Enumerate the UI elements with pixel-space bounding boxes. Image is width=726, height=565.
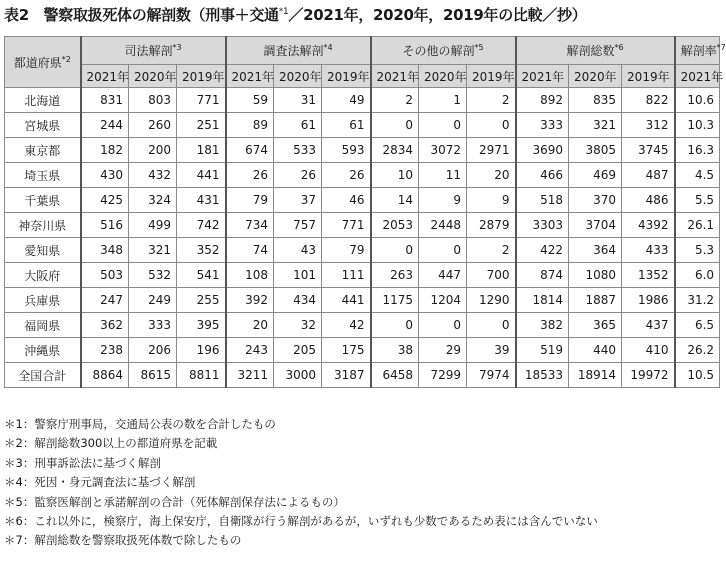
value-cell: 8864 [81,363,129,388]
value-cell: 74 [226,238,274,263]
value-cell: 19972 [622,363,675,388]
value-cell: 433 [622,238,675,263]
value-cell: 541 [177,263,226,288]
value-cell: 9 [419,188,467,213]
header-year: 2020年 [274,65,322,88]
footnote-line: ＊4：死因・身元調査法に基づく解剖 [4,475,196,490]
value-cell: 200 [129,138,177,163]
value-cell: 6.0 [675,263,720,288]
value-cell: 2834 [371,138,419,163]
value-cell: 333 [129,313,177,338]
value-cell: 263 [371,263,419,288]
value-cell: 43 [274,238,322,263]
value-cell: 533 [274,138,322,163]
footnote-line: ＊1：警察庁刑事局，交通局公表の数を合計したもの [4,417,276,431]
header-year: 2019年 [322,65,371,88]
header-autopsy-rate: 解剖率$^{*7}$ [675,37,720,65]
value-cell: 831 [81,88,129,113]
value-cell: 352 [177,238,226,263]
value-cell: 61 [274,113,322,138]
value-cell: 10.5 [675,363,720,388]
table-row [5,238,720,263]
value-cell: 4392 [622,213,675,238]
value-cell: 487 [622,163,675,188]
value-cell: 0 [371,113,419,138]
value-cell: 822 [622,88,675,113]
table-row [5,363,720,388]
value-cell: 5.3 [675,238,720,263]
value-cell: 181 [177,138,226,163]
value-cell: 503 [81,263,129,288]
table-row [5,288,720,313]
value-cell: 3805 [569,138,622,163]
header-year: 2021年 [371,65,419,88]
value-cell: 382 [516,313,569,338]
prefecture-cell: 東京都 [5,138,81,163]
value-cell: 441 [322,288,371,313]
value-cell: 2879 [467,213,516,238]
value-cell: 32 [274,313,322,338]
prefecture-cell: 愛知県 [5,238,81,263]
prefecture-cell: 千葉県 [5,188,81,213]
value-cell: 486 [622,188,675,213]
value-cell: 26 [322,163,371,188]
header-total-autopsy: 解剖総数$^{*6}$ [516,37,675,65]
value-cell: 2053 [371,213,419,238]
value-cell: 803 [129,88,177,113]
value-cell: 734 [226,213,274,238]
value-cell: 46 [322,188,371,213]
value-cell: 6458 [371,363,419,388]
footnote-line: ＊7：解剖総数を警察取扱死体数で除したもの [4,533,242,548]
header-year: 2021年 [81,65,129,88]
prefecture-cell: 神奈川県 [5,213,81,238]
value-cell: 243 [226,338,274,363]
value-cell: 89 [226,113,274,138]
value-cell: 9 [467,188,516,213]
value-cell: 425 [81,188,129,213]
table-body [5,88,720,388]
value-cell: 3745 [622,138,675,163]
value-cell: 0 [419,238,467,263]
table-title [4,4,586,25]
header-year: 2019年 [177,65,226,88]
value-cell: 321 [569,113,622,138]
footnote-line: ＊3：刑事訴訟法に基づく解剖 [4,455,161,470]
value-cell: 1352 [622,263,675,288]
prefecture-cell: 沖縄県 [5,338,81,363]
value-cell: 321 [129,238,177,263]
prefecture-cell: 宮城県 [5,113,81,138]
value-cell: 249 [129,288,177,313]
value-cell: 111 [322,263,371,288]
value-cell: 108 [226,263,274,288]
value-cell: 0 [467,113,516,138]
prefecture-cell: 全国合計 [5,363,81,388]
value-cell: 432 [129,163,177,188]
value-cell: 39 [467,338,516,363]
header-year: 2021年 [226,65,274,88]
value-cell: 4.5 [675,163,720,188]
value-cell: 29 [419,338,467,363]
table-row [5,88,720,113]
value-cell: 16.3 [675,138,720,163]
value-cell: 3072 [419,138,467,163]
footnote-line: ＊5：監察医解剖と承諾解剖の合計（死体解剖保存法によるもの） [4,494,345,509]
value-cell: 260 [129,113,177,138]
autopsy-table [4,36,726,388]
value-cell: 6.5 [675,313,720,338]
value-cell: 2 [467,238,516,263]
title-text: 表2 警察取扱死体の解剖数（刑事＋交通 [4,6,279,24]
value-cell: 440 [569,338,622,363]
value-cell: 499 [129,213,177,238]
value-cell: 348 [81,238,129,263]
value-cell: 1814 [516,288,569,313]
header-year: 2020年 [129,65,177,88]
value-cell: 11 [419,163,467,188]
table-row [5,338,720,363]
value-cell: 10 [371,163,419,188]
value-cell: 5.5 [675,188,720,213]
value-cell: 79 [226,188,274,213]
header-prefecture: 都道府県$^{*2}$ [5,37,81,88]
value-cell: 0 [371,313,419,338]
value-cell: 59 [226,88,274,113]
value-cell: 874 [516,263,569,288]
value-cell: 1986 [622,288,675,313]
value-cell: 238 [81,338,129,363]
value-cell: 18914 [569,363,622,388]
header-year: 2019年 [467,65,516,88]
value-cell: 3690 [516,138,569,163]
prefecture-cell: 兵庫県 [5,288,81,313]
value-cell: 0 [419,313,467,338]
value-cell: 2448 [419,213,467,238]
header-year: 2019年 [622,65,675,88]
prefecture-cell: 福岡県 [5,313,81,338]
value-cell: 3187 [322,363,371,388]
value-cell: 7299 [419,363,467,388]
value-cell: 7974 [467,363,516,388]
value-cell: 364 [569,238,622,263]
value-cell: 392 [226,288,274,313]
value-cell: 10.3 [675,113,720,138]
value-cell: 0 [419,113,467,138]
value-cell: 42 [322,313,371,338]
value-cell: 892 [516,88,569,113]
value-cell: 3704 [569,213,622,238]
value-cell: 26.1 [675,213,720,238]
table-row [5,138,720,163]
table-row [5,113,720,138]
value-cell: 370 [569,188,622,213]
value-cell: 362 [81,313,129,338]
header-row-years [5,65,720,88]
value-cell: 31.2 [675,288,720,313]
value-cell: 26 [226,163,274,188]
header-year: 2021年 [675,65,720,88]
value-cell: 466 [516,163,569,188]
header-year: 2021年 [516,65,569,88]
value-cell: 742 [177,213,226,238]
value-cell: 31 [274,88,322,113]
value-cell: 8615 [129,363,177,388]
value-cell: 244 [81,113,129,138]
footnotes [4,415,598,551]
header-year: 2020年 [569,65,622,88]
value-cell: 2 [371,88,419,113]
value-cell: 365 [569,313,622,338]
value-cell: 101 [274,263,322,288]
value-cell: 1175 [371,288,419,313]
value-cell: 1080 [569,263,622,288]
value-cell: 469 [569,163,622,188]
value-cell: 255 [177,288,226,313]
value-cell: 20 [467,163,516,188]
prefecture-cell: 埼玉県 [5,163,81,188]
header-judicial-autopsy: 司法解剖$^{*3}$ [81,37,226,65]
value-cell: 447 [419,263,467,288]
header-other-autopsy: その他の解剖$^{*5}$ [371,37,516,65]
value-cell: 422 [516,238,569,263]
prefecture-cell: 大阪府 [5,263,81,288]
value-cell: 1887 [569,288,622,313]
value-cell: 206 [129,338,177,363]
value-cell: 0 [467,313,516,338]
header-row-groups [5,37,720,65]
table-row [5,188,720,213]
value-cell: 20 [226,313,274,338]
value-cell: 835 [569,88,622,113]
value-cell: 674 [226,138,274,163]
value-cell: 196 [177,338,226,363]
value-cell: 3303 [516,213,569,238]
value-cell: 18533 [516,363,569,388]
value-cell: 516 [81,213,129,238]
footnote-line: ＊6：これ以外に，検察庁，海上保安庁，自衛隊が行う解剖があるが，いずれも少数であるため表には含んでいない [4,514,598,529]
value-cell: 175 [322,338,371,363]
value-cell: 519 [516,338,569,363]
value-cell: 430 [81,163,129,188]
value-cell: 3000 [274,363,322,388]
prefecture-cell: 北海道 [5,88,81,113]
value-cell: 757 [274,213,322,238]
value-cell: 49 [322,88,371,113]
table-row [5,213,720,238]
value-cell: 437 [622,313,675,338]
title-text-rest: ／2021年，2020年，2019年の比較／抄） [288,6,587,24]
header-investigation-autopsy: 調査法解剖$^{*4}$ [226,37,371,65]
value-cell: 0 [371,238,419,263]
value-cell: 182 [81,138,129,163]
title-footnote-mark: *1 [278,7,289,17]
value-cell: 324 [129,188,177,213]
footnote-line: ＊2：解剖総数300以上の都道府県を記載 [4,436,218,451]
value-cell: 312 [622,113,675,138]
table-row [5,263,720,288]
value-cell: 771 [177,88,226,113]
value-cell: 247 [81,288,129,313]
value-cell: 2971 [467,138,516,163]
value-cell: 441 [177,163,226,188]
value-cell: 771 [322,213,371,238]
table-row [5,313,720,338]
header-year: 2020年 [419,65,467,88]
value-cell: 205 [274,338,322,363]
value-cell: 61 [322,113,371,138]
value-cell: 26.2 [675,338,720,363]
value-cell: 700 [467,263,516,288]
value-cell: 1290 [467,288,516,313]
table-row [5,163,720,188]
value-cell: 1204 [419,288,467,313]
value-cell: 26 [274,163,322,188]
value-cell: 410 [622,338,675,363]
value-cell: 395 [177,313,226,338]
value-cell: 2 [467,88,516,113]
value-cell: 8811 [177,363,226,388]
value-cell: 10.6 [675,88,720,113]
value-cell: 333 [516,113,569,138]
value-cell: 14 [371,188,419,213]
value-cell: 1 [419,88,467,113]
value-cell: 37 [274,188,322,213]
value-cell: 79 [322,238,371,263]
value-cell: 3211 [226,363,274,388]
value-cell: 532 [129,263,177,288]
value-cell: 431 [177,188,226,213]
value-cell: 434 [274,288,322,313]
value-cell: 518 [516,188,569,213]
value-cell: 593 [322,138,371,163]
value-cell: 251 [177,113,226,138]
value-cell: 38 [371,338,419,363]
